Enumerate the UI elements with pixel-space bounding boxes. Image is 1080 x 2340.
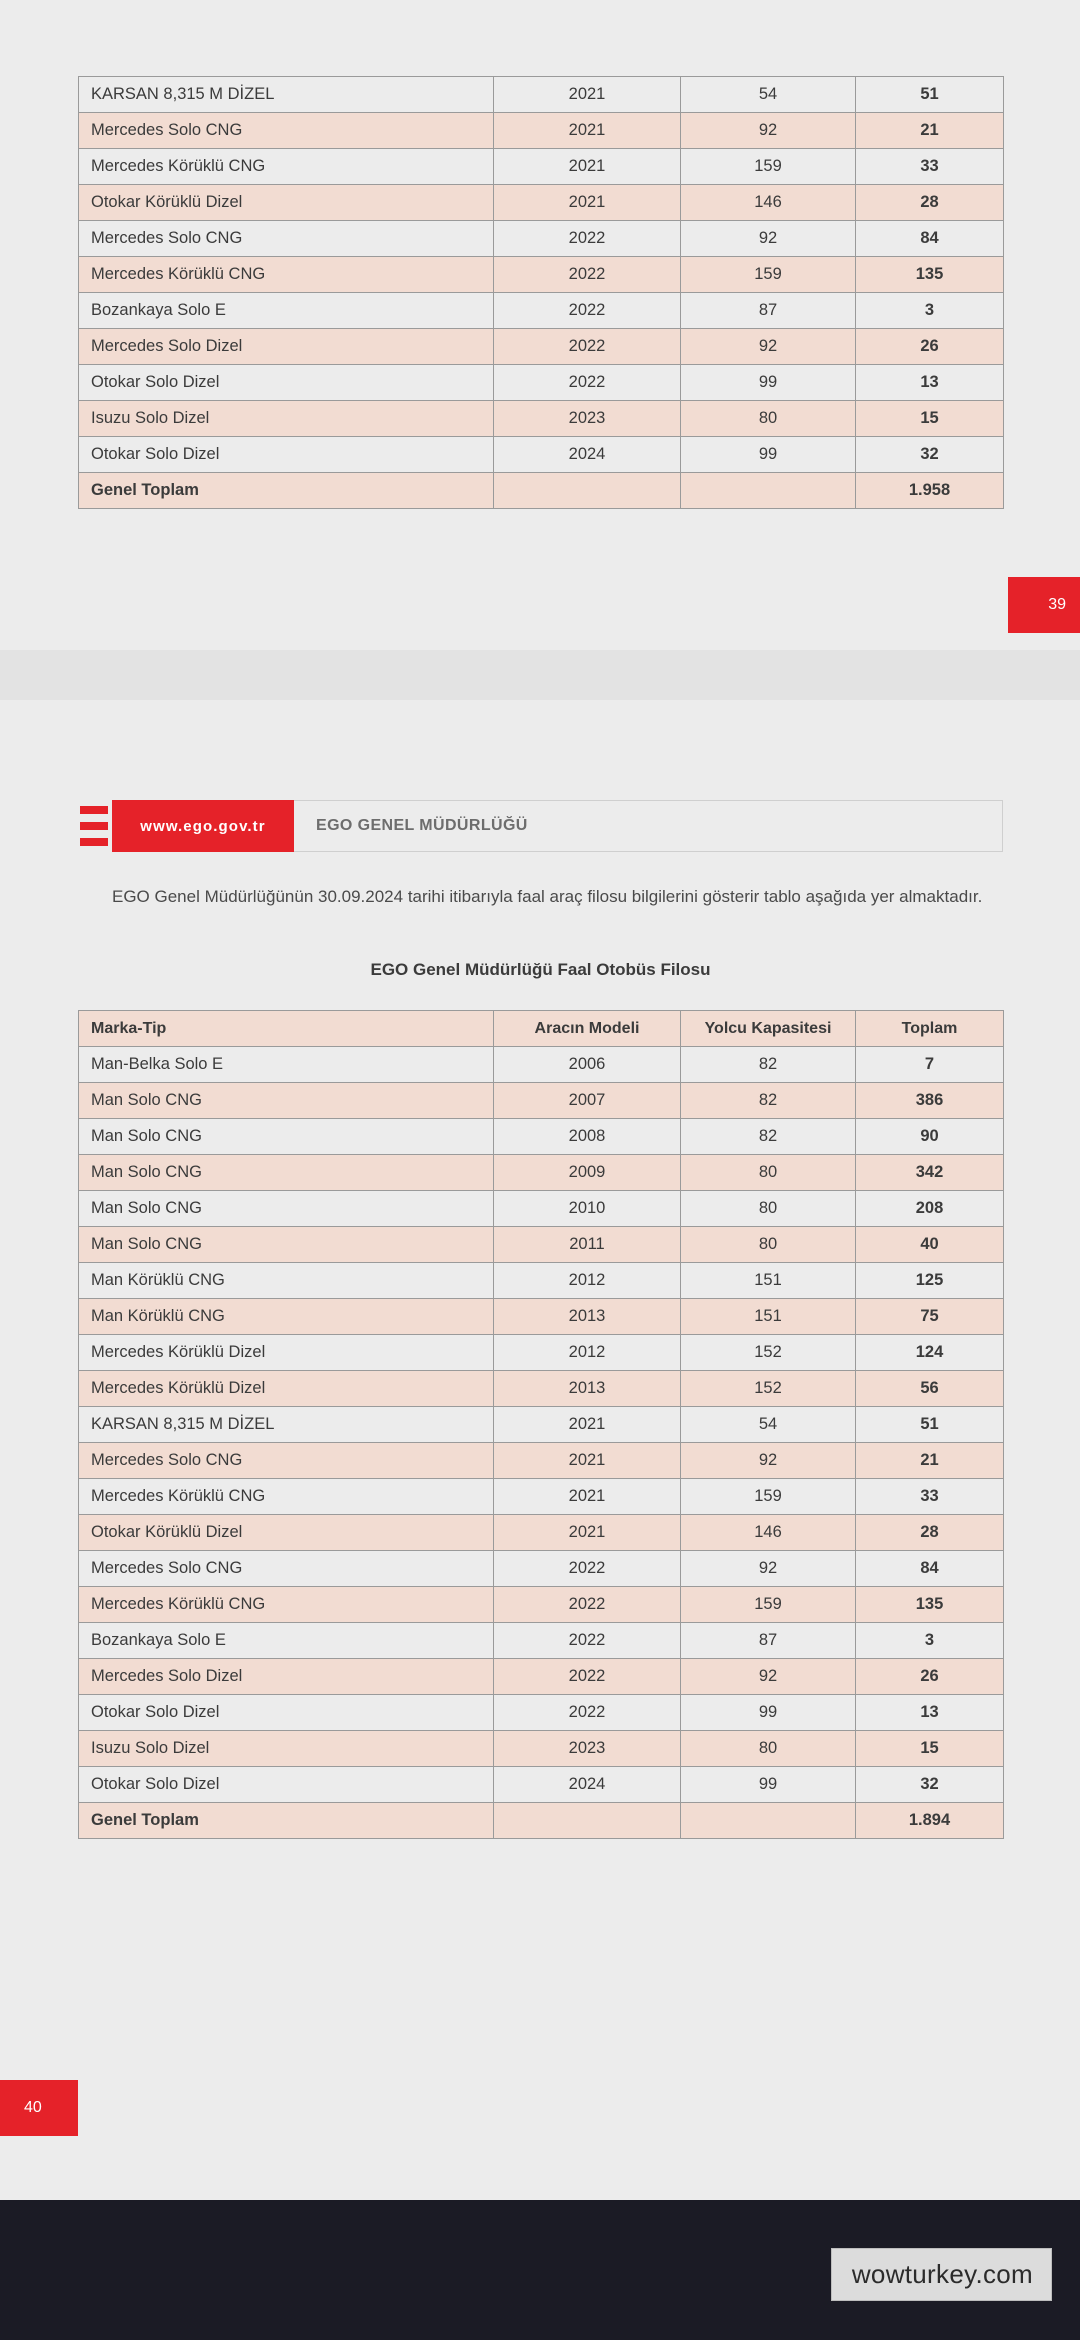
cell-kapasite: 87 [681,1623,856,1659]
cell-toplam: 32 [856,1767,1004,1803]
cell-model: 2012 [494,1263,681,1299]
cell-marka: Mercedes Solo Dizel [79,1659,494,1695]
cell-model: 2022 [494,1695,681,1731]
table-row [79,1443,1004,1479]
cell-kapasite: 82 [681,1083,856,1119]
cell-marka: Otokar Solo Dizel [79,365,494,401]
table-row [79,1479,1004,1515]
cell-model: 2022 [494,293,681,329]
cell-model: 2022 [494,1587,681,1623]
grand-total-blank-kapasite [681,473,856,509]
table-row [79,365,1004,401]
cell-marka: Otokar Solo Dizel [79,1767,494,1803]
cell-toplam: 28 [856,1515,1004,1551]
cell-toplam: 135 [856,1587,1004,1623]
table-row [79,1515,1004,1551]
column-header-marka[interactable]: Marka-Tip [79,1011,494,1047]
cell-marka: Mercedes Körüklü CNG [79,149,494,185]
cell-marka: KARSAN 8,315 M DİZEL [79,77,494,113]
table-row [79,293,1004,329]
table-row [79,1263,1004,1299]
cell-marka: Mercedes Solo CNG [79,113,494,149]
cell-toplam: 15 [856,401,1004,437]
cell-model: 2021 [494,149,681,185]
cell-kapasite: 92 [681,1551,856,1587]
cell-model: 2021 [494,1479,681,1515]
cell-marka: Man Solo CNG [79,1191,494,1227]
cell-model: 2013 [494,1299,681,1335]
cell-model: 2022 [494,1659,681,1695]
cell-kapasite: 80 [681,1155,856,1191]
cell-kapasite: 82 [681,1119,856,1155]
cell-toplam: 33 [856,1479,1004,1515]
table-row [79,257,1004,293]
cell-kapasite: 159 [681,1587,856,1623]
cell-model: 2022 [494,1551,681,1587]
cell-model: 2021 [494,185,681,221]
cell-toplam: 51 [856,1407,1004,1443]
cell-kapasite: 146 [681,185,856,221]
cell-toplam: 26 [856,329,1004,365]
cell-model: 2022 [494,257,681,293]
cell-toplam: 3 [856,1623,1004,1659]
cell-kapasite: 92 [681,1659,856,1695]
cell-kapasite: 92 [681,1443,856,1479]
cell-model: 2009 [494,1155,681,1191]
cell-marka: Man Solo CNG [79,1155,494,1191]
cell-kapasite: 152 [681,1335,856,1371]
cell-marka: KARSAN 8,315 M DİZEL [79,1407,494,1443]
fleet-table-continued [78,76,1004,509]
cell-kapasite: 159 [681,1479,856,1515]
page-number-badge-40 [0,2080,78,2136]
cell-toplam: 33 [856,149,1004,185]
cell-marka: Man-Belka Solo E [79,1047,494,1083]
table-row [79,329,1004,365]
cell-model: 2021 [494,1515,681,1551]
cell-marka: Mercedes Körüklü Dizel [79,1335,494,1371]
cell-toplam: 21 [856,1443,1004,1479]
cell-toplam: 56 [856,1371,1004,1407]
cell-marka: Man Körüklü CNG [79,1299,494,1335]
cell-marka: Mercedes Solo CNG [79,1551,494,1587]
intro-paragraph: EGO Genel Müdürlüğünün 30.09.2024 tarihi itibarıyla faal araç filosu bilgilerini gösterir tablo aşağıda yer almaktadır. [112,887,983,906]
cell-marka: Otokar Körüklü Dizel [79,1515,494,1551]
page-number-badge-39 [1008,577,1080,633]
cell-marka: Man Solo CNG [79,1227,494,1263]
cell-toplam: 84 [856,1551,1004,1587]
cell-toplam: 21 [856,113,1004,149]
cell-model: 2006 [494,1047,681,1083]
cell-toplam: 90 [856,1119,1004,1155]
cell-kapasite: 99 [681,437,856,473]
table-header-row [79,1011,1004,1047]
column-header-toplam[interactable]: Toplam [856,1011,1004,1047]
cell-kapasite: 92 [681,113,856,149]
cell-kapasite: 151 [681,1299,856,1335]
table-caption: EGO Genel Müdürlüğü Faal Otobüs Filosu [370,960,711,979]
cell-toplam: 13 [856,365,1004,401]
cell-toplam: 84 [856,221,1004,257]
grand-total-blank-kapasite [681,1803,856,1839]
table-row [79,1335,1004,1371]
cell-kapasite: 87 [681,293,856,329]
cell-toplam: 125 [856,1263,1004,1299]
cell-kapasite: 92 [681,329,856,365]
cell-marka: Isuzu Solo Dizel [79,401,494,437]
cell-kapasite: 80 [681,1227,856,1263]
cell-kapasite: 159 [681,149,856,185]
cell-kapasite: 159 [681,257,856,293]
cell-model: 2007 [494,1083,681,1119]
cell-toplam: 135 [856,257,1004,293]
cell-kapasite: 99 [681,365,856,401]
table-row [79,1083,1004,1119]
page-number-label: 39 [1048,596,1066,613]
table-row [79,401,1004,437]
cell-kapasite: 80 [681,1191,856,1227]
cell-model: 2023 [494,1731,681,1767]
cell-kapasite: 92 [681,221,856,257]
cell-model: 2023 [494,401,681,437]
cell-model: 2022 [494,365,681,401]
cell-toplam: 26 [856,1659,1004,1695]
cell-toplam: 208 [856,1191,1004,1227]
ego-logo-icon [78,800,112,852]
cell-kapasite: 152 [681,1371,856,1407]
cell-marka: Man Solo CNG [79,1119,494,1155]
cell-marka: Isuzu Solo Dizel [79,1731,494,1767]
grand-total-row [79,473,1004,509]
cell-marka: Mercedes Körüklü CNG [79,1479,494,1515]
cell-model: 2012 [494,1335,681,1371]
table-row [79,1623,1004,1659]
cell-model: 2024 [494,1767,681,1803]
table-row [79,1119,1004,1155]
cell-kapasite: 54 [681,1407,856,1443]
cell-model: 2010 [494,1191,681,1227]
cell-marka: Bozankaya Solo E [79,293,494,329]
cell-marka: Otokar Solo Dizel [79,437,494,473]
cell-marka: Mercedes Solo Dizel [79,329,494,365]
cell-model: 2013 [494,1371,681,1407]
column-header-kapasite[interactable]: Yolcu Kapasitesi [681,1011,856,1047]
grand-total-value: 1.894 [856,1803,1004,1839]
table-row [79,1371,1004,1407]
table-row [79,149,1004,185]
grand-total-row [79,1803,1004,1839]
cell-marka: Mercedes Körüklü CNG [79,257,494,293]
table-row [79,437,1004,473]
cell-model: 2021 [494,77,681,113]
page-number-label: 40 [24,2099,42,2116]
fleet-table-main [78,1010,1004,1839]
table-row [79,113,1004,149]
table-row [79,1551,1004,1587]
table-row [79,1299,1004,1335]
cell-marka: Mercedes Körüklü Dizel [79,1371,494,1407]
column-header-model[interactable]: Aracın Modeli [494,1011,681,1047]
cell-kapasite: 54 [681,77,856,113]
table-row [79,1155,1004,1191]
grand-total-blank-model [494,473,681,509]
cell-toplam: 342 [856,1155,1004,1191]
cell-kapasite: 146 [681,1515,856,1551]
cell-marka: Man Körüklü CNG [79,1263,494,1299]
cell-model: 2011 [494,1227,681,1263]
cell-model: 2022 [494,1623,681,1659]
cell-marka: Man Solo CNG [79,1083,494,1119]
cell-toplam: 75 [856,1299,1004,1335]
table-row [79,77,1004,113]
cell-model: 2024 [494,437,681,473]
table-row [79,1659,1004,1695]
cell-kapasite: 80 [681,1731,856,1767]
table-row [79,1191,1004,1227]
cell-marka: Otokar Solo Dizel [79,1695,494,1731]
cell-marka: Otokar Körüklü Dizel [79,185,494,221]
ego-website-url[interactable]: www.ego.gov.tr [112,800,294,852]
cell-toplam: 32 [856,437,1004,473]
cell-marka: Mercedes Solo CNG [79,221,494,257]
cell-kapasite: 151 [681,1263,856,1299]
cell-toplam: 7 [856,1047,1004,1083]
cell-marka: Bozankaya Solo E [79,1623,494,1659]
cell-toplam: 15 [856,1731,1004,1767]
table-row [79,1227,1004,1263]
cell-kapasite: 80 [681,401,856,437]
cell-kapasite: 99 [681,1695,856,1731]
cell-marka: Mercedes Körüklü CNG [79,1587,494,1623]
table-row [79,221,1004,257]
cell-kapasite: 82 [681,1047,856,1083]
ego-org-title: EGO GENEL MÜDÜRLÜĞÜ [294,800,1003,852]
cell-model: 2021 [494,113,681,149]
cell-toplam: 28 [856,185,1004,221]
cell-kapasite: 99 [681,1767,856,1803]
grand-total-blank-model [494,1803,681,1839]
cell-marka: Mercedes Solo CNG [79,1443,494,1479]
cell-toplam: 40 [856,1227,1004,1263]
table-row [79,1695,1004,1731]
cell-toplam: 386 [856,1083,1004,1119]
cell-toplam: 13 [856,1695,1004,1731]
cell-toplam: 51 [856,77,1004,113]
cell-model: 2008 [494,1119,681,1155]
table-row [79,1407,1004,1443]
table-row [79,1047,1004,1083]
cell-toplam: 3 [856,293,1004,329]
table-row [79,185,1004,221]
cell-model: 2021 [494,1407,681,1443]
page-gap-divider [0,650,1080,700]
ego-header-bar [78,800,1003,852]
table-row [79,1731,1004,1767]
cell-model: 2022 [494,221,681,257]
grand-total-label: Genel Toplam [79,473,494,509]
watermark: wowturkey.com [831,2248,1052,2301]
table-row [79,1587,1004,1623]
table-row [79,1767,1004,1803]
cell-toplam: 124 [856,1335,1004,1371]
grand-total-label: Genel Toplam [79,1803,494,1839]
cell-model: 2022 [494,329,681,365]
cell-model: 2021 [494,1443,681,1479]
grand-total-value: 1.958 [856,473,1004,509]
